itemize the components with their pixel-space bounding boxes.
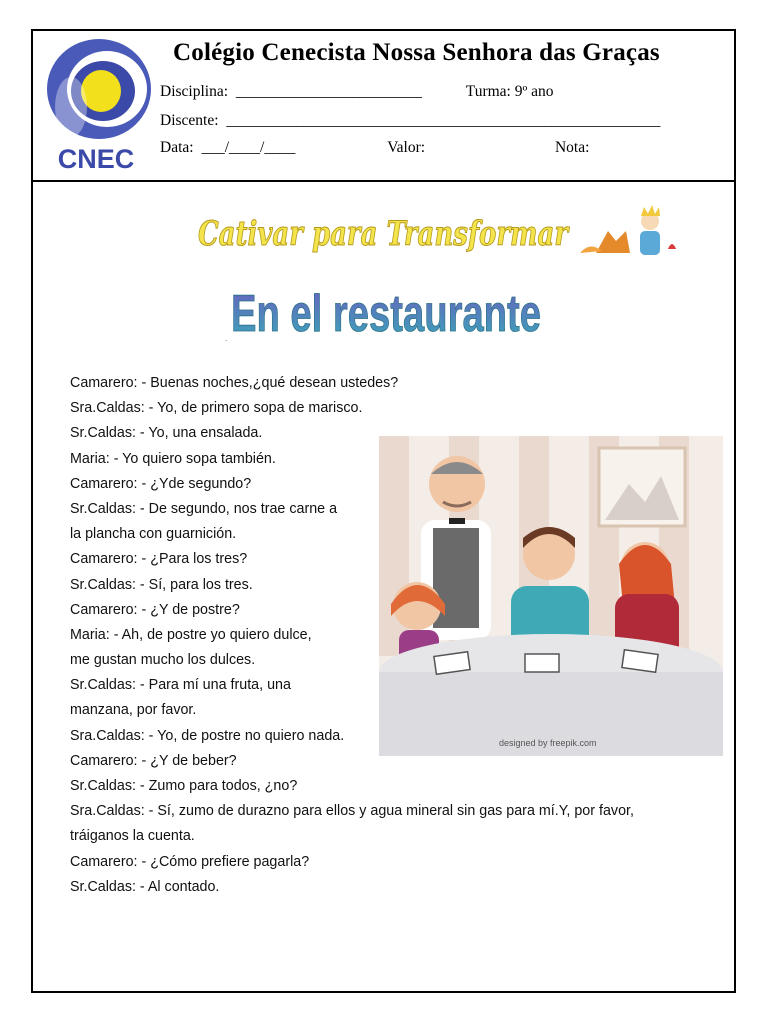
banner-text: Cativar para Transformar <box>198 214 570 254</box>
discente-row <box>160 112 660 130</box>
logo-text: CNEC <box>57 144 135 174</box>
dialogue-line: me gustan mucho los dulces. <box>70 652 256 669</box>
dialogue-line: Sr.Caldas: - Yo, una ensalada. <box>70 425 263 442</box>
wall-painting <box>599 448 685 526</box>
school-name: Colégio Cenecista Nossa Senhora das Graças <box>173 39 660 66</box>
little-prince-icon <box>640 205 676 255</box>
dialogue-line: Sra.Caldas: - Yo, de primero sopa de marisco. <box>70 400 363 417</box>
dialogue-line: Sra.Caldas: - Sí, zumo de durazno para ellos y agua mineral sin gas para mí.Y, por favor, <box>70 803 634 820</box>
dialogue-line: Camarero: - ¿Cómo prefiere pagarla? <box>70 853 310 870</box>
disciplina-row <box>160 83 554 101</box>
fox-icon <box>580 231 630 253</box>
data-row <box>160 139 589 157</box>
disciplina-field[interactable]: ________________________ <box>235 83 422 100</box>
stray-dot: . <box>225 334 228 343</box>
nota-label: Nota: <box>554 139 590 156</box>
dialogue-line: tráiganos la cuenta. <box>70 828 195 845</box>
dialogue-line: Sra.Caldas: - Yo, de postre no quiero nada. <box>70 727 345 744</box>
dialogue-line: Camarero: - ¿Para los tres? <box>70 551 248 568</box>
dialogue-line: la plancha con guarnición. <box>70 526 237 543</box>
valor-label: Valor: <box>387 139 426 156</box>
illustration-credit: designed by freepik.com <box>499 738 597 748</box>
cnec-logo <box>41 37 153 175</box>
dialogue-line: manzana, por favor. <box>70 702 197 719</box>
dialogue-line: Sr.Caldas: - Sí, para los tres. <box>70 576 253 593</box>
worksheet-header <box>33 31 734 182</box>
dialogue-line: Camarero: - Buenas noches,¿qué desean ustedes? <box>70 375 399 391</box>
title-text: En el restaurante <box>231 285 541 343</box>
discente-field[interactable]: ________________________________________________________ <box>226 112 661 129</box>
cativar-banner <box>198 201 678 261</box>
dialogue-line: Camarero: - ¿Y de beber? <box>70 752 237 769</box>
worksheet-title <box>223 269 563 349</box>
dialogue-line: Camarero: - ¿Yde segundo? <box>70 475 252 492</box>
worksheet-frame <box>31 29 736 993</box>
discente-label: Discente: <box>160 112 219 129</box>
dialogue-line: Sr.Caldas: - Para mí una fruta, una <box>70 677 291 694</box>
dialogue-line: Sr.Caldas: - Al contado. <box>70 878 220 895</box>
turma-label: Turma: 9º ano <box>465 83 554 100</box>
dialogue-line: Sr.Caldas: - Zumo para todos, ¿no? <box>70 778 298 794</box>
dialogue-line: Maria: - Yo quiero sopa también. <box>70 450 276 467</box>
dialogue-line: Maria: - Ah, de postre yo quiero dulce, <box>70 626 312 643</box>
restaurant-illustration <box>379 436 723 756</box>
dialogue-line: Camarero: - ¿Y de postre? <box>70 601 240 618</box>
data-field[interactable]: ___/____/____ <box>201 139 296 156</box>
dialogue-line: Sr.Caldas: - De segundo, nos trae carne a <box>70 500 338 517</box>
data-label: Data: <box>160 139 194 156</box>
disciplina-label: Disciplina: <box>160 83 229 100</box>
